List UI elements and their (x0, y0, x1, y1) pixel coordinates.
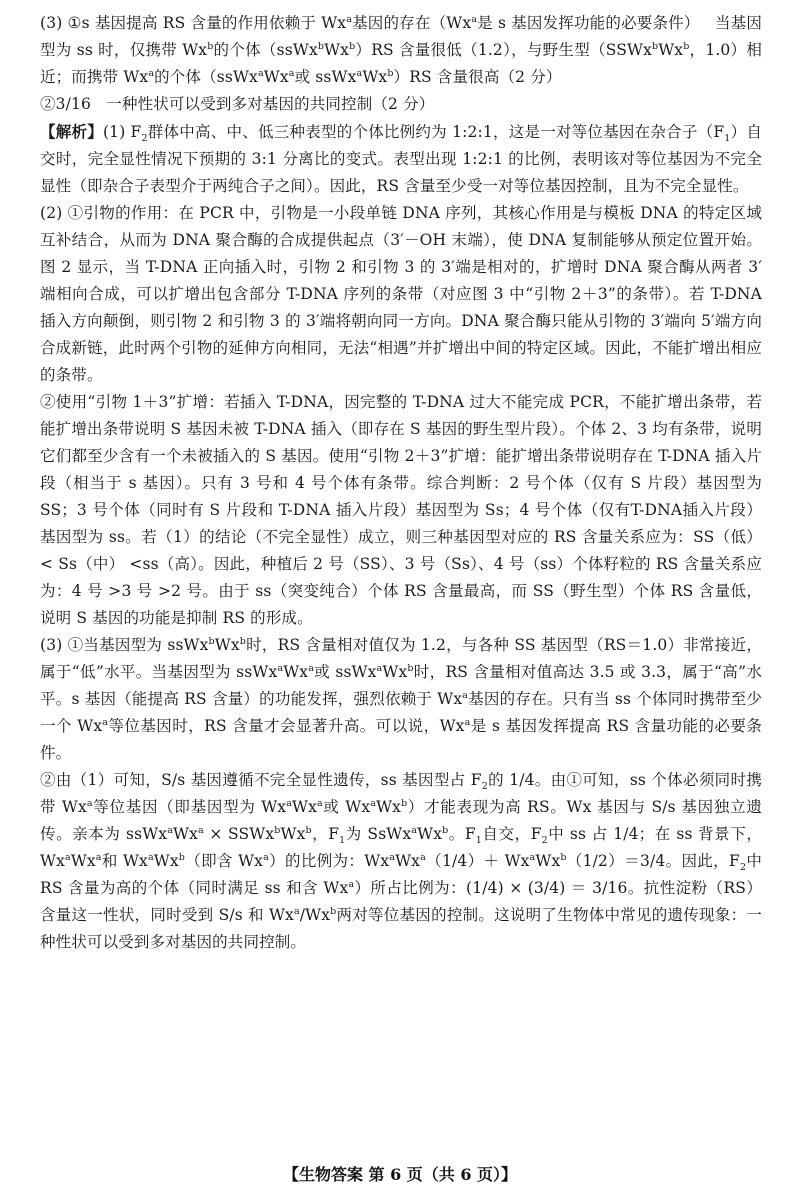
allele-superscript: a (95, 851, 102, 863)
text-run: 为 SsWx (345, 825, 412, 843)
text-run: 中 RS 含量为高的个体（同时满足 ss 和含 Wx (40, 852, 768, 897)
answer-3-part2-summary (40, 91, 762, 118)
allele-superscript: a (370, 797, 377, 809)
text-run: Wx (382, 663, 408, 681)
allele-superscript: a (462, 689, 469, 701)
text-run: 等位基因（即基因型为 Wx (92, 798, 287, 816)
allele-superscript: a (167, 824, 174, 836)
explanation-part-3-ratio (40, 767, 768, 956)
allele-superscript: b (208, 635, 215, 647)
generation-subscript: 2 (739, 862, 747, 874)
text-run: Wx (395, 852, 421, 870)
allele-superscript: a (348, 878, 355, 890)
text-run: (3) ①当基因型为 ssWx (40, 636, 209, 654)
text-run: 群体中高、中、低三种表型的个体比例约为 1:2:1，这是一对等位基因在杂合子（F (147, 123, 725, 141)
text-run: Wx (280, 825, 306, 843)
allele-superscript: a (376, 662, 383, 674)
explanation-part-2-genotype (40, 389, 768, 632)
allele-superscript: a (148, 67, 155, 79)
text-run: 时，RS 含量相对值高达 3.5 或 3.3，属于“高”水平。s 基因（能提高 RS 含量）的功能发挥，强烈依赖于 Wx (40, 663, 762, 708)
text-run: 基因的存在。只有当 ss 个体同时携带至少一个 Wx (40, 690, 762, 735)
allele-superscript: a (317, 797, 323, 809)
generation-subscript: 2 (541, 835, 548, 847)
allele-superscript: a (464, 716, 471, 728)
text-run: ）的比例为：Wx (268, 852, 390, 870)
answer-page (40, 10, 768, 956)
allele-superscript: b (387, 67, 394, 79)
allele-superscript: b (407, 662, 414, 674)
allele-superscript: a (198, 824, 204, 836)
text-run: Wx (283, 663, 309, 681)
allele-superscript: a (288, 67, 295, 79)
generation-subscript: 2 (481, 781, 488, 793)
text-run: 的个体（ssWx (213, 41, 318, 59)
text-run: ）所占比例为：(1/4) × (3/4) ＝ 3/16。抗性淀粉（RS）含量这一性状，同时受到 S/s 和 Wx (40, 879, 762, 924)
allele-superscript: b (349, 40, 356, 52)
text-run: 和 Wx (101, 852, 148, 870)
text-run: 是 s 基因发挥提高 RS 含量功能的必要条件。 (40, 717, 762, 762)
text-run: (1) F (102, 123, 142, 141)
text-run: 两对等位基因的控制。这说明了生物体中常见的遗传现象：一种性状可以受到多对基因的共同控制。 (40, 906, 762, 951)
allele-superscript: a (263, 851, 269, 863)
allele-superscript: a (529, 851, 536, 863)
allele-superscript: a (293, 905, 300, 917)
allele-superscript: a (389, 851, 396, 863)
text-run: 等位基因时，RS 含量才会显著升高。可以说，Wx (108, 717, 465, 735)
allele-superscript: a (411, 824, 418, 836)
text-run: Wx (417, 825, 443, 843)
text-run: ）RS 含量很低（1.2），与野生型（SSWx (355, 41, 652, 59)
text-run: ②3/16 一种性状可以受到多对基因的共同控制（2 分） (40, 95, 435, 113)
text-run: 或 ssWx (294, 68, 357, 86)
text-run: Wx (70, 852, 96, 870)
allele-superscript: a (420, 851, 426, 863)
text-run: Wx (173, 825, 198, 843)
text-run: （即含 Wx (185, 852, 264, 870)
text-run: 中 ss 占 1/4；在 ss 背景下，Wx (40, 825, 763, 870)
text-run: ②使用“引物 1＋3”扩增：若插入 T-DNA，因完整的 T-DNA 过大不能完成 PCR，不能扩增出条带，若能扩增出条带说明 S 基因未被 T-DNA 插入（即存在 S 基因的野生型片段）。个体 2、3 均有条带，说明它们都至少含有一个未被插入的 S 基因。使用“引物 2＋3”扩增：能扩增出条带说明存在 T-DNA 插入片段（相当于 s 基因）。只有 3 号和 4 号个体有条带。综合判断：2 号个体（仅有 S 片段）基因型为 SS；3 号个体（同时有 S 片段和 T-DNA 插入片段）基因型为 Ss；4 号个体（仅有T-DNA插入片段）基因型为 ss。若（1）的结论（不完全显性）成立，则三种基因型对应的 RS 含量关系应为：SS（低） < Ss（中） <ss（高）。因此，种植后 2 号（SS）、3 号（Ss）、4 号（ss）个体籽粒的 RS 含量关系应为：4 号 >3 号 >2 号。由于 ss（突变纯合）个体 RS 含量最高，而 SS（野生型）个体 RS 含量低，说明 S 基因的功能是抑制 RS 的形成。 (40, 393, 768, 627)
allele-superscript: b (178, 851, 186, 863)
text-run: 或 Wx (322, 798, 371, 816)
allele-superscript: b (401, 797, 408, 809)
text-run: 的 1/4。由①可知，ss 个体必须同时携带 Wx (40, 771, 763, 816)
allele-superscript: a (286, 797, 293, 809)
allele-superscript: b (207, 40, 214, 52)
text-run: Wx (153, 852, 179, 870)
text-run: 自交，F (481, 825, 542, 843)
text-run: 时，RS 含量相对值仅为 1.2，与各种 SS 基因型（RS＝1.0）非常接近，属于“低”水平。当基因型为 ssWx (40, 636, 762, 681)
allele-superscript: a (64, 851, 71, 863)
text-run: ）自交时，完全显性情况下预期的 3:1 分离比的变式。表型出现 1:2:1 的比例，表明该对等位基因为不完全显性（即杂合子表型介于两纯合子之间）。因此，RS 含量至少受一对等位基因控制，且为不完全显性。 (40, 123, 762, 195)
text-run: 是 s 基因发挥功能的必要条件） 当基因型为 ss 时，仅携带 Wx (40, 14, 763, 59)
allele-superscript: b (239, 635, 246, 647)
allele-superscript: a (147, 851, 154, 863)
text-run: （1/4）＋ Wx (425, 852, 530, 870)
allele-superscript: a (257, 67, 264, 79)
text-run: Wx (263, 68, 289, 86)
allele-superscript: b (274, 824, 281, 836)
text-run: /Wx (299, 906, 331, 924)
allele-superscript: b (560, 851, 567, 863)
text-run: Wx (376, 798, 402, 816)
text-run: Wx (214, 636, 240, 654)
explanation-part-1 (40, 118, 762, 200)
text-run: 。F (448, 825, 476, 843)
text-run: Wx (535, 852, 561, 870)
text-run: 或 ssWx (314, 663, 377, 681)
explanation-label: 【解析】 (40, 122, 103, 141)
allele-superscript: b (330, 905, 337, 917)
allele-superscript: a (277, 662, 284, 674)
text-run: ，1.0）相近；而携带 Wx (40, 41, 762, 86)
allele-superscript: b (317, 40, 325, 52)
allele-superscript: b (651, 40, 659, 52)
text-run: （1/2）＝3/4。因此，F (566, 852, 740, 870)
answer-3-summary (40, 10, 762, 91)
generation-subscript: 1 (475, 835, 482, 847)
text-run: × SSWx (203, 825, 275, 843)
text-run: ，F (311, 825, 340, 843)
text-run: 基因的存在（Wx (352, 14, 472, 32)
allele-superscript: b (442, 824, 449, 836)
generation-subscript: 2 (141, 133, 148, 145)
text-run: (3) ①s 基因提高 RS 含量的作用依赖于 Wx (40, 14, 347, 32)
text-run: 的个体（ssWx (154, 68, 258, 86)
text-run: Wx (324, 41, 350, 59)
allele-superscript: a (346, 13, 353, 25)
explanation-part-3-wx (40, 632, 762, 767)
text-run: ）才能表现为高 RS。Wx 基因与 S/s 基因独立遗传。亲本为 ssWx (40, 798, 762, 843)
explanation-part-2-primer (40, 200, 768, 389)
allele-superscript: a (86, 797, 93, 809)
generation-subscript: 1 (339, 835, 346, 847)
text-run: ）RS 含量很高（2 分） (393, 68, 562, 86)
allele-superscript: a (471, 13, 478, 25)
allele-superscript: a (308, 662, 315, 674)
page-footer: 【生物答案 第 6 页（共 6 页）】 (282, 1165, 518, 1184)
generation-subscript: 1 (724, 133, 731, 145)
text-run: Wx (292, 798, 317, 816)
text-run: ②由（1）可知，S/s 基因遵循不完全显性遗传，ss 基因型占 F (40, 771, 482, 789)
allele-superscript: b (305, 824, 312, 836)
allele-superscript: b (683, 40, 690, 52)
allele-superscript: a (102, 716, 109, 728)
text-run: Wx (362, 68, 388, 86)
allele-superscript: a (356, 67, 363, 79)
text-run: (2) ①引物的作用：在 PCR 中，引物是一小段单链 DNA 序列，其核心作用是与模板 DNA 的特定区域互补结合，从而为 DNA 聚合酶的合成提供起点（3′－OH 末端），使 DNA 复制能够从预定位置开始。图 2 显示，当 T-DNA 正向插入时，引物 2 和引物 3 的 3′端是相对的，扩增时 DNA 聚合酶从两者 3′端相向合成，可以扩增出包含部分 T-DNA 序列的条带（对应图 3 中“引物 2＋3”的条带）。若 T-DNA 插入方向颠倒，则引物 2 和引物 3 的 3′端将朝向同一方向。DNA 聚合酶只能从引物的 3′端向 5′端方向合成新链，此时两个引物的延伸方向相同，无法“相遇”并扩增出中间的特定区域。因此，不能扩增出相应的条带。 (40, 204, 768, 384)
text-run: Wx (658, 41, 684, 59)
